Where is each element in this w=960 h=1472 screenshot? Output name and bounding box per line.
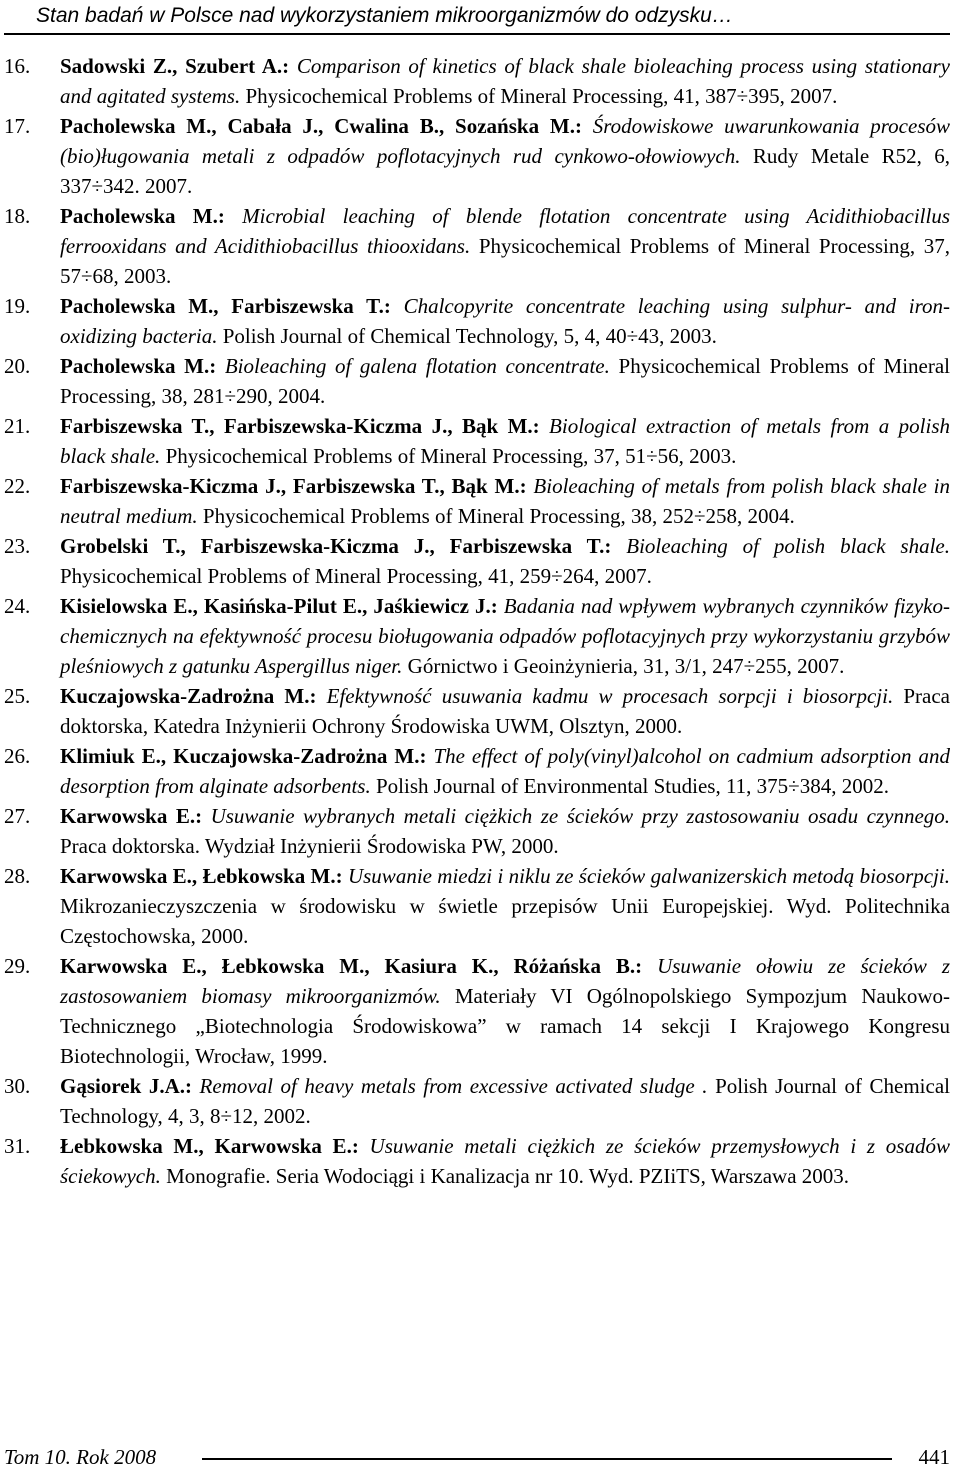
reference-authors: Farbiszewska-Kiczma J., Farbiszewska T., Bąk M.: <box>60 474 527 498</box>
reference-authors: Gąsiorek J.A.: <box>60 1074 192 1098</box>
reference-item <box>0 861 960 951</box>
reference-item <box>0 591 960 681</box>
reference-number: 22. <box>4 474 31 498</box>
reference-title: Biological extraction of metals from a polish black shale. <box>60 414 950 468</box>
reference-title: Badania nad wpływem wybranych czynników fizyko-chemicznych na efektywność procesu bioługowania odpadów poflotacyjnych przy wykorzystaniu grzybów pleśniowych z gatunku Aspergillus niger. <box>60 594 950 678</box>
reference-item <box>0 741 960 801</box>
header-divider <box>4 33 950 35</box>
reference-authors: Karwowska E., Łebkowska M., Kasiura K., Różańska B.: <box>60 954 643 978</box>
reference-item <box>0 471 960 531</box>
reference-source: Physicochemical Problems of Mineral Processing, 37, 57÷68, 2003. <box>60 234 951 288</box>
reference-item <box>0 951 960 1071</box>
reference-authors: Sadowski Z., Szubert A.: <box>60 54 290 78</box>
reference-title: Bioleaching of galena flotation concentrate. <box>224 354 610 378</box>
page-number: 441 <box>918 1445 950 1469</box>
reference-number: 16. <box>4 54 31 78</box>
reference-number: 19. <box>4 294 31 318</box>
reference-authors: Pacholewska M.: <box>60 354 217 378</box>
reference-item <box>0 291 960 351</box>
reference-number: 27. <box>4 804 31 828</box>
reference-source: Polish Journal of Environmental Studies, 11, 375÷384, 2002. <box>375 774 889 798</box>
reference-source: Praca doktorska. Wydział Inżynierii Środowiska PW, 2000. <box>60 834 559 858</box>
reference-authors: Grobelski T., Farbiszewska-Kiczma J., Farbiszewska T.: <box>60 534 612 558</box>
reference-number: 21. <box>4 414 31 438</box>
reference-source: Physicochemical Problems of Mineral Processing, 37, 51÷56, 2003. <box>165 444 737 468</box>
reference-item <box>0 201 960 291</box>
reference-source: Monografie. Seria Wodociągi i Kanalizacja nr 10. Wyd. PZIiTS, Warszawa 2003. <box>166 1164 850 1188</box>
reference-number: 18. <box>4 204 31 228</box>
reference-authors: Kuczajowska-Zadrożna M.: <box>60 684 317 708</box>
reference-authors: Farbiszewska T., Farbiszewska-Kiczma J., Bąk M.: <box>60 414 540 438</box>
reference-source: Rudy Metale R52, 6, 337÷342. 2007. <box>60 144 950 198</box>
reference-list <box>0 51 960 1191</box>
reference-title: The effect of poly(vinyl)alcohol on cadmium adsorption and desorption from alginate adsorbents. <box>60 744 951 798</box>
volume-label: Tom 10. Rok 2008 <box>4 1445 157 1469</box>
reference-number: 26. <box>4 744 31 768</box>
reference-title: Removal of heavy metals from excessive activated sludge . <box>199 1074 708 1098</box>
reference-authors: Pacholewska M.: <box>60 204 225 228</box>
reference-title: Comparison of kinetics of black shale bioleaching process using stationary and agitated systems. <box>60 54 951 108</box>
reference-number: 31. <box>4 1134 31 1158</box>
reference-item <box>0 801 960 861</box>
reference-title: Bioleaching of polish black shale. <box>626 534 950 558</box>
reference-title: Microbial leaching of blende flotation concentrate using Acidithiobacillus ferrooxidans and Acidithiobacillus thiooxidans. <box>60 204 950 258</box>
reference-source: Polish Journal of Chemical Technology, 5, 4, 40÷43, 2003. <box>222 324 717 348</box>
reference-authors: Karwowska E.: <box>60 804 203 828</box>
reference-title: Środowiskowe uwarunkowania procesów (bio)ługowania metali z odpadów poflotacyjnych rud cynkowo-ołowiowych. <box>60 114 950 168</box>
reference-number: 17. <box>4 114 31 138</box>
reference-title: Usuwanie metali ciężkich ze ścieków przemysłowych i z osadów ściekowych. <box>60 1134 950 1188</box>
reference-number: 28. <box>4 864 31 888</box>
reference-item <box>0 1071 960 1131</box>
reference-item <box>0 681 960 741</box>
reference-source: Polish Journal of Chemical Technology, 4, 3, 8÷12, 2002. <box>60 1074 950 1128</box>
reference-item <box>0 111 960 201</box>
reference-item <box>0 531 960 591</box>
reference-source: Physicochemical Problems of Mineral Processing, 38, 281÷290, 2004. <box>60 354 951 408</box>
reference-number: 20. <box>4 354 31 378</box>
reference-item <box>0 351 960 411</box>
reference-item <box>0 411 960 471</box>
reference-source: Praca doktorska, Katedra Inżynierii Ochrony Środowiska UWM, Olsztyn, 2000. <box>60 684 950 738</box>
reference-number: 29. <box>4 954 31 978</box>
reference-source: Materiały VI Ogólnopolskiego Sympozjum Naukowo-Technicznego „Biotechnologia Środowiskowa” w ramach 14 sekcji I Krajowego Kongresu Biotechnologii, Wrocław, 1999. <box>60 984 951 1068</box>
reference-number: 30. <box>4 1074 31 1098</box>
reference-title: Usuwanie wybranych metali ciężkich ze ścieków przy zastosowaniu osadu czynnego. <box>210 804 951 828</box>
reference-title: Efektywność usuwania kadmu w procesach sorpcji i biosorpcji. <box>326 684 894 708</box>
reference-item <box>0 1131 960 1191</box>
reference-title: Usuwanie ołowiu ze ścieków z zastosowaniem biomasy mikroorganizmów. <box>60 954 950 1008</box>
reference-authors: Karwowska E., Łebkowska M.: <box>60 864 343 888</box>
reference-source: Mikrozanieczyszczenia w środowisku w świetle przepisów Unii Europejskiej. Wyd. Politechnika Częstochowska, 2000. <box>60 894 950 948</box>
reference-authors: Pacholewska M., Cabała J., Cwalina B., Sozańska M.: <box>60 114 582 138</box>
reference-source: Physicochemical Problems of Mineral Processing, 41, 259÷264, 2007. <box>60 564 652 588</box>
reference-source: Physicochemical Problems of Mineral Processing, 38, 252÷258, 2004. <box>202 504 795 528</box>
reference-item <box>0 51 960 111</box>
reference-number: 23. <box>4 534 31 558</box>
reference-number: 24. <box>4 594 31 618</box>
footer-divider <box>202 1458 892 1460</box>
reference-title: Bioleaching of metals from polish black shale in neutral medium. <box>60 474 951 528</box>
reference-authors: Łebkowska M., Karwowska E.: <box>60 1134 359 1158</box>
reference-source: Górnictwo i Geoinżynieria, 31, 3/1, 247÷255, 2007. <box>407 654 845 678</box>
reference-authors: Pacholewska M., Farbiszewska T.: <box>60 294 391 318</box>
reference-authors: Kisielowska E., Kasińska-Pilut E., Jaśkiewicz J.: <box>60 594 498 618</box>
reference-title: Chalcopyrite concentrate leaching using sulphur- and iron- oxidizing bacteria. <box>60 294 951 348</box>
reference-authors: Klimiuk E., Kuczajowska-Zadrożna M.: <box>60 744 427 768</box>
reference-number: 25. <box>4 684 31 708</box>
running-header: Stan badań w Polsce nad wykorzystaniem mikroorganizmów do odzysku… <box>36 4 733 27</box>
reference-title: Usuwanie miedzi i niklu ze ścieków galwanizerskich metodą biosorpcji. <box>347 864 950 888</box>
reference-source: Physicochemical Problems of Mineral Processing, 41, 387÷395, 2007. <box>245 84 838 108</box>
